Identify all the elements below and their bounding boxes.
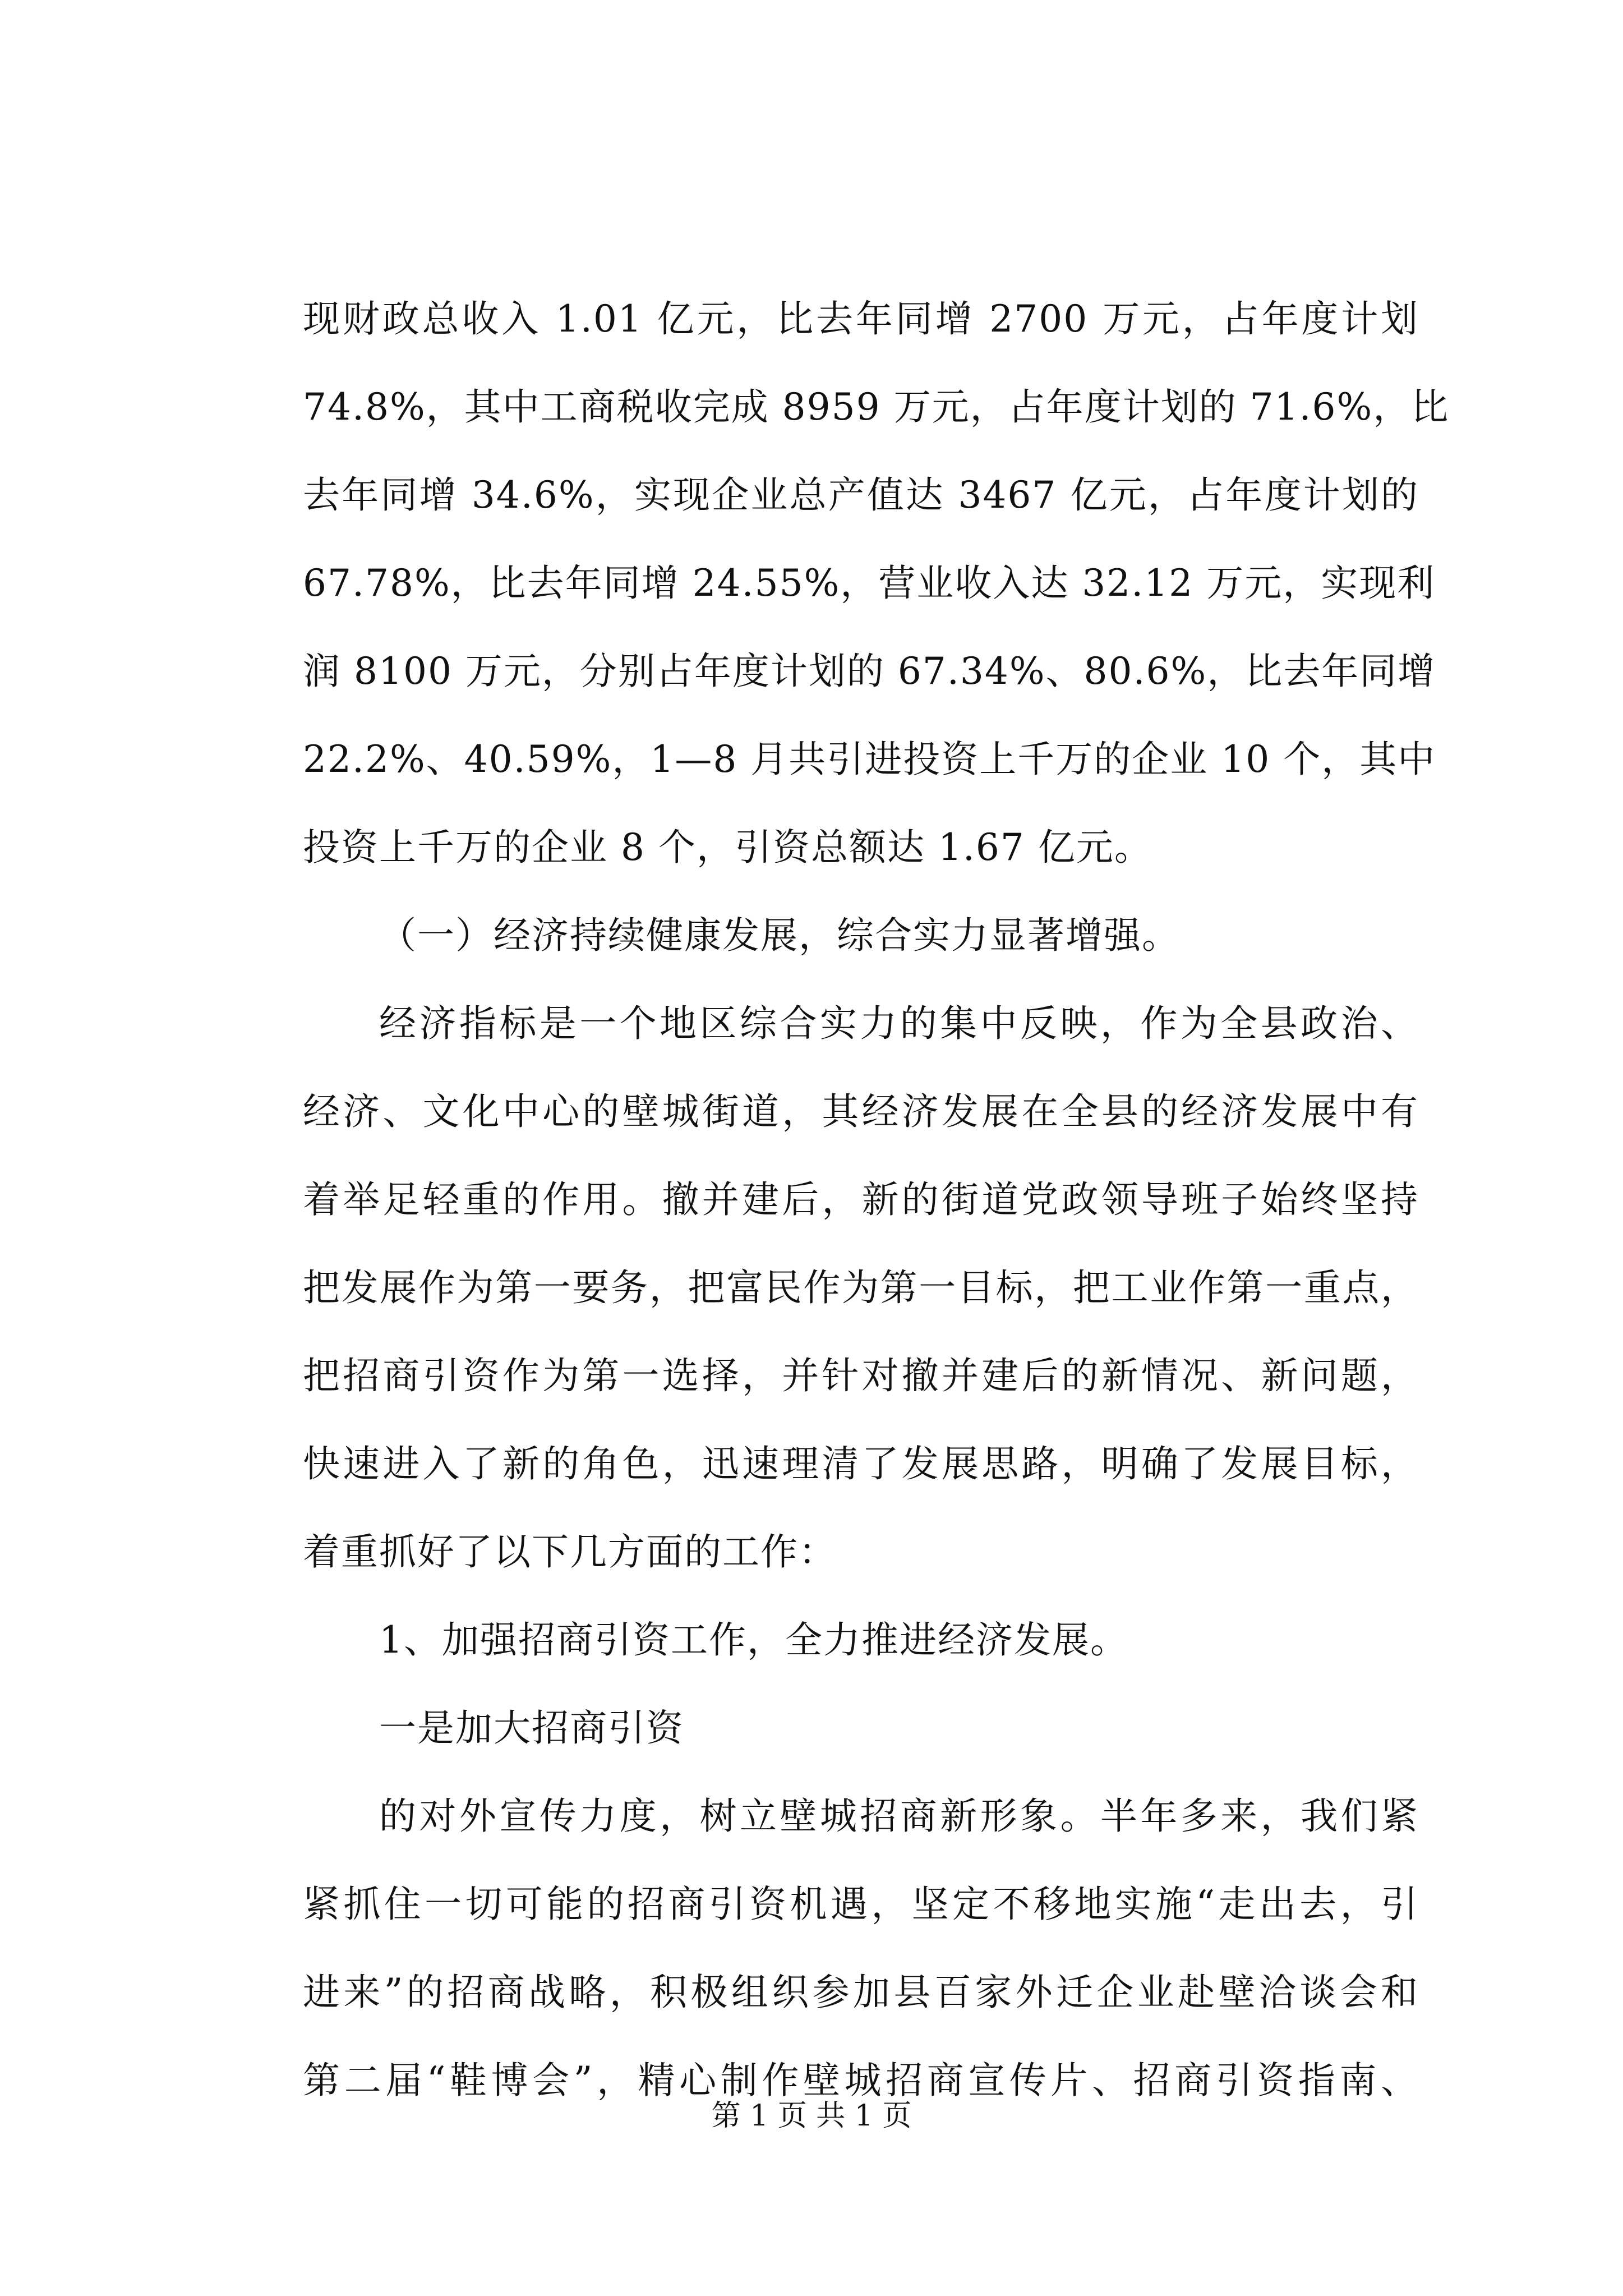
section-heading: （一）经济持续健康发展，综合实力显著增强。 [379,914,1180,957]
body-line: 投资上千万的企业 8 个，引资总额达 1.67 亿元。 [303,826,1152,869]
body-line: 经济指标是一个地区综合实力的集中反映，作为全县政治、 [379,1002,1419,1045]
body-line: 现财政总收入 1.01 亿元，比去年同增 2700 万元，占年度计划 [303,297,1419,341]
document-body [303,297,1450,2147]
body-line: 22.2%、40.59%，1—8 月共引进投资上千万的企业 10 个，其中 [303,738,1436,781]
body-line: 一是加大招商引资 [379,1706,684,1750]
body-line: 着重抓好了以下几方面的工作： [303,1530,837,1573]
body-line: 的对外宣传力度，树立壁城招商新形象。半年多来，我们紧 [379,1795,1419,1838]
body-line: 74.8%，其中工商税收完成 8959 万元，占年度计划的 71.6%，比 [303,385,1450,429]
body-line: 67.78%，比去年同增 24.55%，营业收入达 32.12 万元，实现利 [303,562,1436,605]
body-line: 快速进入了新的角色，迅速理清了发展思路，明确了发展目标， [303,1442,1419,1485]
body-line: 去年同增 34.6%，实现企业总产值达 3467 亿元，占年度计划的 [303,473,1419,517]
body-line: 把招商引资作为第一选择，并针对撤并建后的新情况、新问题， [303,1354,1419,1397]
body-line: 把发展作为第一要务，把富民作为第一目标，把工业作第一重点， [303,1266,1419,1309]
body-line: 着举足轻重的作用。撤并建后，新的街道党政领导班子始终坚持 [303,1178,1419,1221]
body-line: 紧抓住一切可能的招商引资机遇，坚定不移地实施“走出去，引 [303,1883,1419,1926]
subsection-heading: 1、加强招商引资工作，全力推进经济发展。 [379,1618,1128,1662]
body-line: 润 8100 万元，分别占年度计划的 67.34%、80.6%，比去年同增 [303,650,1436,693]
body-line: 第二届“鞋博会”，精心制作壁城招商宣传片、招商引资指南、 [303,2059,1419,2102]
body-line: 经济、文化中心的壁城街道，其经济发展在全县的经济发展中有 [303,1090,1419,1133]
page-footer: 第 1 页 共 1 页 [711,2099,912,2133]
body-line: 进来”的招商战略，积极组织参加县百家外迁企业赴壁洽谈会和 [303,1971,1419,2014]
